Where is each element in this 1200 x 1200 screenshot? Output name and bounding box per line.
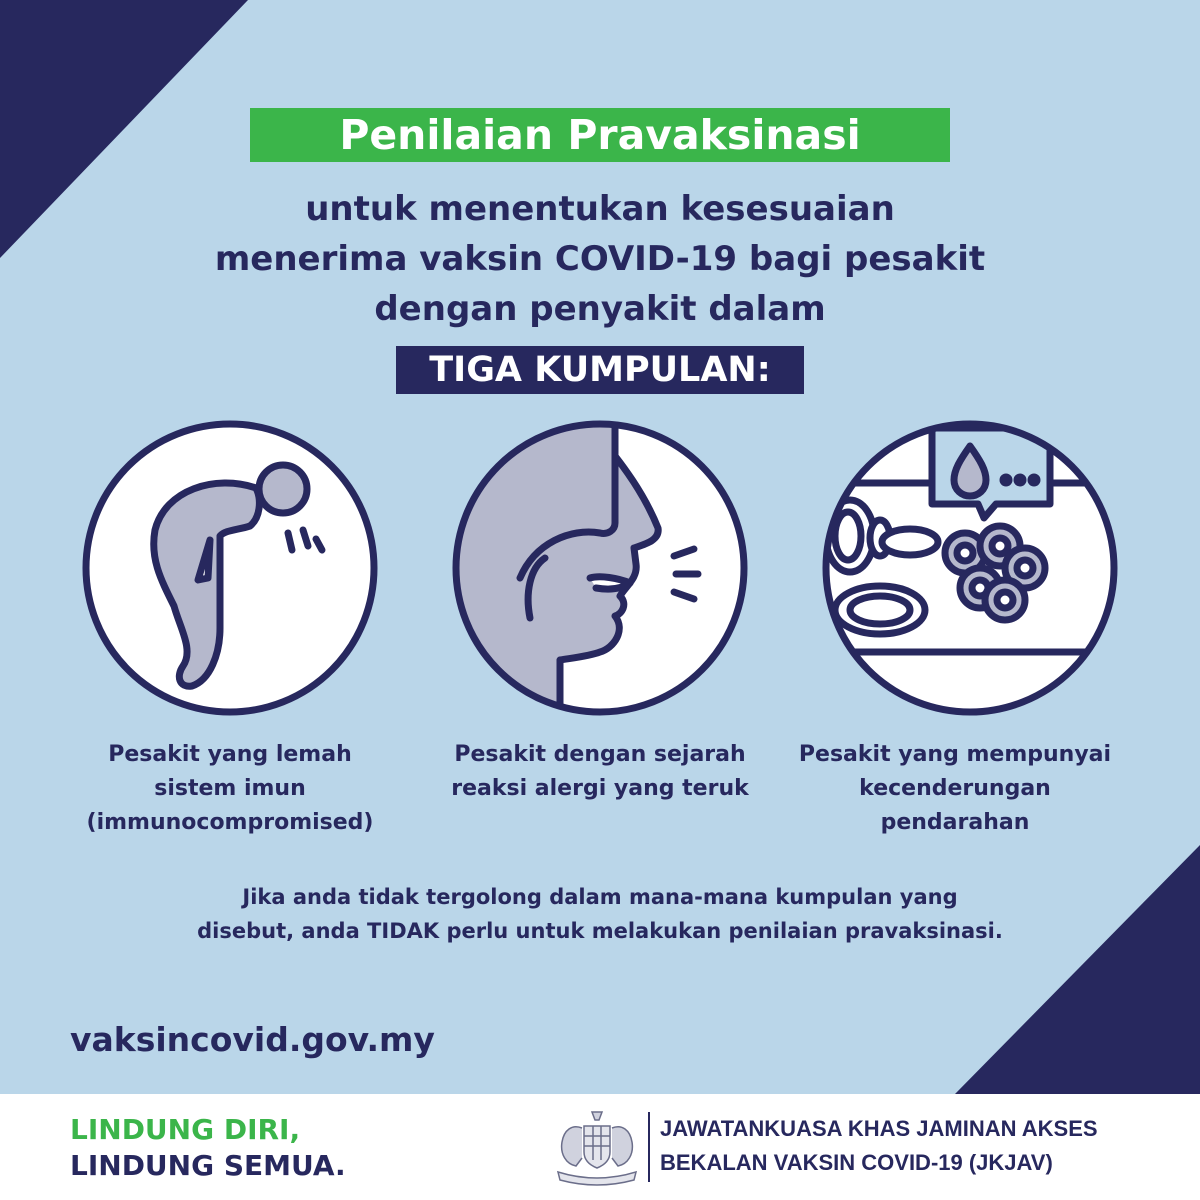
slogan: [70, 1112, 346, 1184]
caption-line: Pesakit yang mempunyai: [798, 742, 1112, 767]
committee-line-2: BEKALAN VAKSIN COVID-19 (JKJAV): [660, 1150, 1053, 1175]
caption-line: Pesakit yang lemah: [108, 742, 352, 767]
page-title: Penilaian Pravaksinasi: [250, 108, 950, 162]
blood-cells-icon: [820, 418, 1120, 718]
footer: [0, 1094, 1200, 1200]
website-link[interactable]: vaksincovid.gov.my: [70, 1020, 435, 1059]
committee-line-1: JAWATANKUASA KHAS JAMINAN AKSES: [660, 1116, 1098, 1141]
footer-divider: [648, 1112, 650, 1182]
caption-line: Pesakit dengan sejarah: [454, 742, 746, 767]
note-line: Jika anda tidak tergolong dalam mana-mana kumpulan yang: [242, 885, 958, 909]
caption-line: kecenderungan: [859, 776, 1051, 801]
slogan-line-1: LINDUNG DIRI,: [70, 1113, 301, 1146]
groups-heading: TIGA KUMPULAN:: [396, 346, 804, 394]
caption-line: pendarahan: [880, 810, 1030, 835]
slogan-line-2: LINDUNG SEMUA.: [70, 1149, 346, 1182]
subtitle-line: dengan penyakit dalam: [374, 289, 826, 329]
caption-line: (immunocompromised): [86, 810, 374, 835]
subtitle-line: menerima vaksin COVID-19 bagi pesakit: [214, 239, 986, 279]
exemption-note: [130, 880, 1070, 948]
committee-name: [660, 1112, 1098, 1180]
weak-person-icon: [80, 418, 380, 718]
subtitle: [150, 184, 1050, 334]
note-line: disebut, anda TIDAK perlu untuk melakukan penilaian pravaksinasi.: [197, 919, 1003, 943]
group-caption-allergy: [430, 738, 770, 806]
caption-line: reaksi alergi yang teruk: [451, 776, 749, 801]
subtitle-line: untuk menentukan kesesuaian: [305, 189, 895, 229]
malaysia-coat-of-arms-icon: [552, 1108, 642, 1188]
allergy-face-icon: [450, 418, 750, 718]
group-caption-bleeding: [785, 738, 1125, 840]
group-caption-immunocompromised: [60, 738, 400, 840]
caption-line: sistem imun: [154, 776, 306, 801]
